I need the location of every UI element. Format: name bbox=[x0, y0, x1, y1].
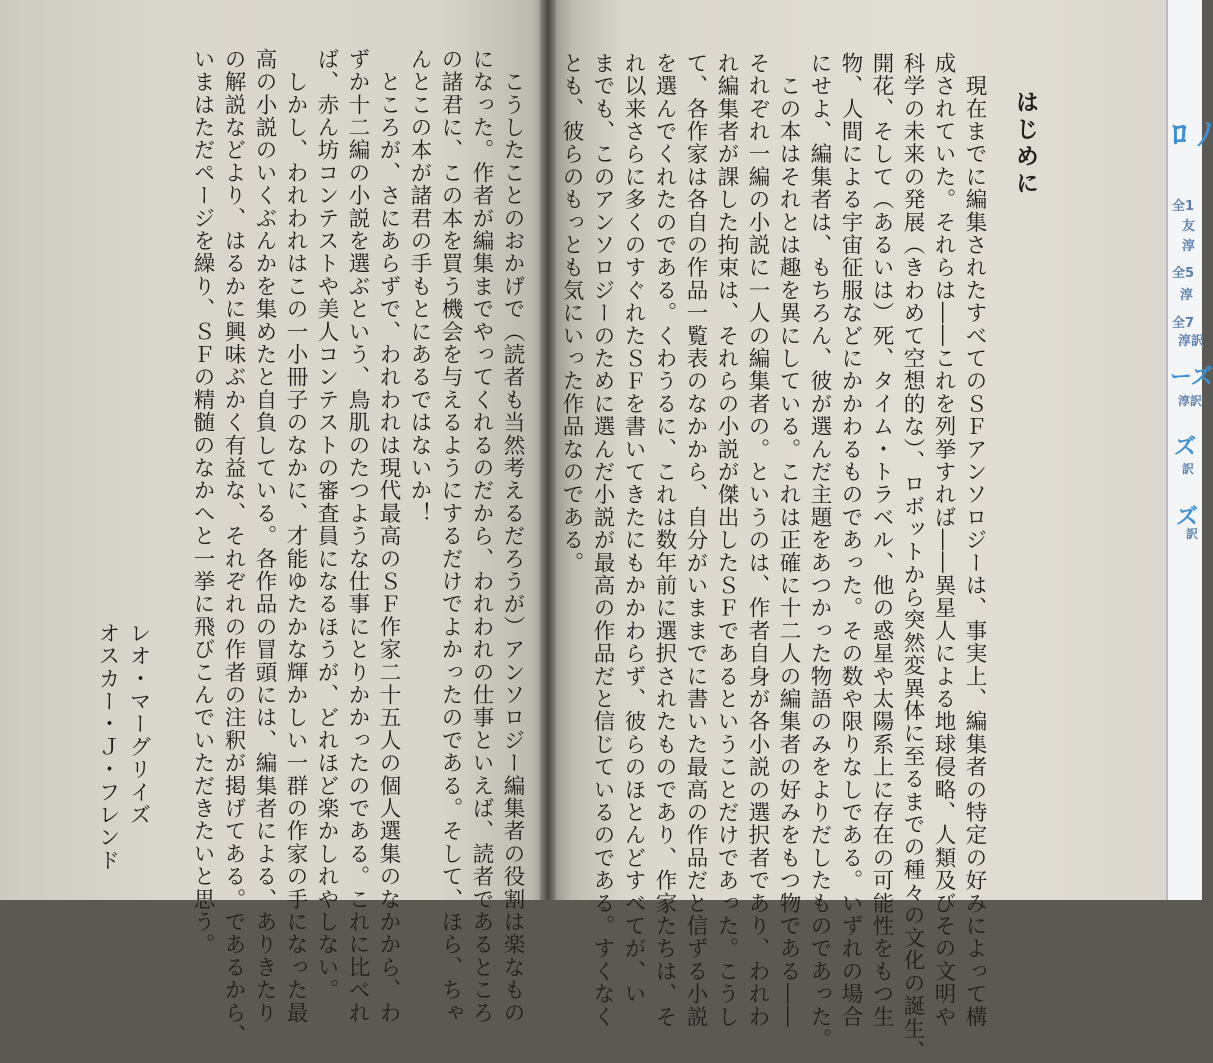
edge-fragment: 全5 bbox=[1172, 266, 1195, 281]
signature-friend: オスカー・Ｊ・フレンド bbox=[95, 622, 120, 872]
edge-fragment: ズ bbox=[1174, 435, 1197, 460]
text-line: になった。作者が編集までやってくれるのだから、われわれの仕事といえば、読者であるところ bbox=[469, 48, 494, 1025]
text-line: 成されていた。それらは――これを列挙すれば――異星人による地球侵略、人類及びその文明や bbox=[931, 52, 956, 1029]
text-line: それぞれ一編の小説に一人の編集者の。というのは、作者自身が各小説の選択者であり、われわ bbox=[745, 52, 770, 1029]
edge-fragment: ﾛ ﾉ bbox=[1172, 118, 1213, 153]
edge-fragment: 淳訳 bbox=[1178, 334, 1205, 349]
text-line: れ以来さらに多くのすぐれたＳＦを書いてきたにもかかわらず、彼らのほとんどすべてが、い bbox=[621, 52, 646, 1006]
text-line: しかし、われわれはこの一小冊子のなかに、才能ゆたかな輝かしい一群の作家の手になった最 bbox=[283, 48, 308, 1025]
text-line: とも、彼らのもっとも気にいった作品なのである。 bbox=[559, 52, 584, 575]
text-line: 科学の未来の発展（きわめて空想的な）、ロボットから突然変異体に至るまでの種々の文化の誕生、 bbox=[900, 52, 925, 1063]
signature-margulies: レオ・マーグリイズ bbox=[126, 622, 151, 827]
edge-fragment: 淳 bbox=[1180, 288, 1194, 303]
edge-fragment: 訳 bbox=[1182, 462, 1195, 476]
text-line: いまはただページを繰り、ＳＦの精髄のなかへと一挙に飛びこんでいただきたいと思う。 bbox=[190, 48, 215, 956]
edge-fragment: 淳訳 bbox=[1178, 394, 1203, 408]
left-page-body bbox=[168, 48, 528, 1047]
adjacent-book-edge bbox=[1166, 0, 1213, 900]
text-line: ところが、さにあらずで、われわれは現代最高のＳＦ作家二十五人の個人選集のなかから、わ bbox=[376, 48, 401, 1025]
text-line: て、各作家は各自の作品一覧表のなかから、自分がいままでに書いた最高の作品だと信ずる小説 bbox=[683, 52, 708, 1029]
edge-fragment: 訳 bbox=[1186, 527, 1199, 541]
book-gutter bbox=[540, 0, 556, 900]
edge-fragment: ズ bbox=[1176, 505, 1199, 530]
text-line: にせよ、編集者は、もちろん、彼が選んだ主題をあつかった物語のみをよりだしたものであった。 bbox=[807, 52, 832, 1051]
edge-fragment: 友 bbox=[1182, 219, 1196, 234]
text-line: までも、このアンソロジーのために選んだ小説が最高の作品だと信じているのである。すくなく bbox=[590, 52, 615, 1029]
text-line: 高の小説のいくぶんかを集めたと自負している。各作品の冒頭には、編集者による、ありきたり bbox=[252, 48, 277, 1025]
text-line: ずか十二編の小説を選ぶという、鳥肌のたつような仕事にとりかかったのである。これに比べれ bbox=[345, 48, 370, 1025]
text-line: を選んでくれたのである。くわうるに、これは数年前に選択されたものであり、作家たちは、そ bbox=[652, 52, 677, 1029]
editor-signatures bbox=[84, 622, 154, 882]
edge-fragment: 全1 bbox=[1172, 199, 1195, 214]
text-line: んとこの本が諸君の手もとにあるではないか！ bbox=[407, 48, 432, 525]
intro-heading: はじめに bbox=[1012, 90, 1039, 198]
text-line: 現在までに編集されたすべてのＳＦアンソロジーは、事実上、編集者の特定の好みによって構 bbox=[962, 52, 987, 1029]
text-line: この本はそれとは趣を異にしている。これは正確に十二人の編集者の好みをもつ物である―― bbox=[776, 52, 801, 1029]
edge-fragment: 淳 bbox=[1182, 239, 1196, 254]
text-line: れ編集者が課した拘束は、それらの小説が傑出したＳＦであるということだけであった。こうし bbox=[714, 52, 739, 1029]
text-line: こうしたことのおかげで（読者も当然考えるだろうが）アンソロジー編集者の役割は楽なもの bbox=[500, 48, 525, 1025]
text-line: 開花、そして（あるいは）死、タイム・トラベル、他の惑星や太陽系上に存在の可能性をもつ生 bbox=[869, 52, 894, 1029]
text-line: の諸君に、この本を買う機会を与えるようにするだけでよかったのである。そして、ほら、ちゃ bbox=[438, 48, 463, 1025]
edge-fragment: 全7 bbox=[1172, 316, 1195, 331]
text-line: の解説などより、はるかに興味ぶかく有益な、それぞれの作者の注釈が掲げてある。であるから、 bbox=[221, 48, 246, 1047]
text-line: ば、赤ん坊コンテストや美人コンテストの審査員になるほうが、どれほど楽かしれやしない。 bbox=[314, 48, 339, 1002]
right-page-body bbox=[559, 52, 990, 1063]
text-line: 物、人間による宇宙征服などにかかわるものであった。その数や限りなしである。いずれの場合 bbox=[838, 52, 863, 1029]
edge-fragment: ーズ bbox=[1170, 365, 1213, 390]
